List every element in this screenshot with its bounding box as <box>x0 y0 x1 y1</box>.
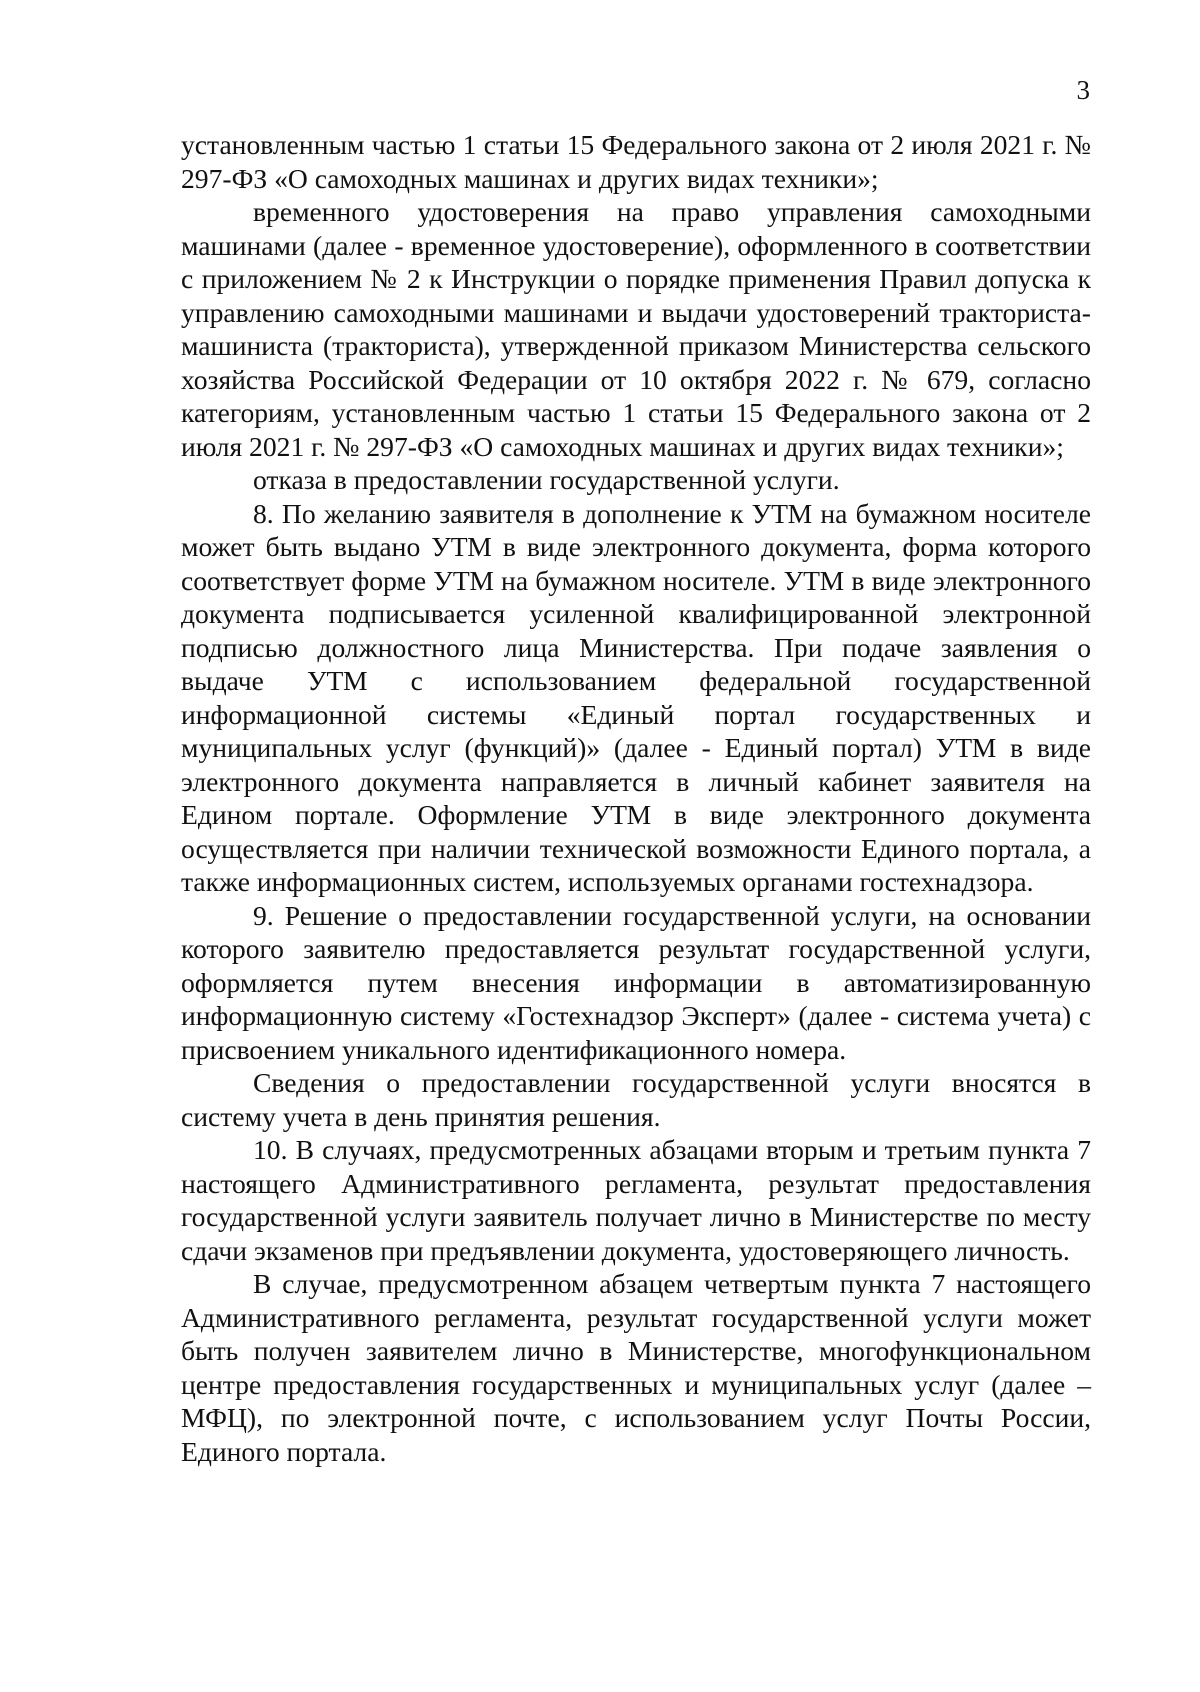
paragraph-3: отказа в предоставлении государственной услуги. <box>253 464 840 495</box>
paragraph-4: 8. По желанию заявителя в дополнение к УТМ на бумажном носителе может быть выдано УТМ в виде электронного документа, форма которого соответствует форме УТМ на бумажном носителе. УТМ в виде электронного документа подписывается усиленной квалифицированной электронной подписью должностного лица Министерства. При подаче заявления о выдаче УТМ с использованием федеральной государственной информационной системы «Единый портал государственных и муниципальных услуг (функций)» (далее - Единый портал) УТМ в виде электронного документа направляется в личный кабинет заявителя на Едином портале. Оформление УТМ в виде электронного документа осуществляется при наличии технической возможности Единого портала, а также информационных систем, используемых органами гостехнадзора. <box>181 497 1091 897</box>
paragraph-5: 9. Решение о предоставлении государственной услуги, на основании которого заявителю предоставляется результат государственной услуги, оформляется путем внесения информации в автоматизированную информационную систему «Гостехнадзор Эксперт» (далее - система учета) с присвоением уникального идентификационного номера. <box>181 899 1091 1065</box>
paragraph-1: установленным частью 1 статьи 15 Федерального закона от 2 июля 2021 г. № 297-ФЗ «О самоходных машинах и других видах техники»; <box>181 129 1091 194</box>
page-number: 3 <box>1076 75 1090 105</box>
paragraph-2: временного удостоверения на право управления самоходными машинами (далее - временное удостоверение), оформленного в соответствии с приложением № 2 к Инструкции о порядке применения Правил допуска к управлению самоходными машинами и выдачи удостоверений тракториста-машиниста (тракториста), утвержденной приказом Министерства сельского хозяйства Российской Федерации от 10 октября 2022 г. № 679, согласно категориям, установленным частью 1 статьи 15 Федерального закона от 2 июля 2021 г. № 297-ФЗ «О самоходных машинах и других видах техники»; <box>181 196 1091 462</box>
paragraph-6: Сведения о предоставлении государственной услуги вносятся в систему учета в день принятия решения. <box>181 1067 1091 1132</box>
paragraph-8: В случае, предусмотренном абзацем четвертым пункта 7 настоящего Административного регламента, результат государственной услуги может быть получен заявителем лично в Министерстве, многофункциональном центре предоставления государственных и муниципальных услуг (далее – МФЦ), по электронной почте, с использованием услуг Почты России, Единого портала. <box>181 1268 1091 1467</box>
paragraph-7: 10. В случаях, предусмотренных абзацами вторым и третьим пункта 7 настоящего Административного регламента, результат предоставления государственной услуги заявитель получает лично в Министерстве по месту сдачи экзаменов при предъявлении документа, удостоверяющего личность. <box>181 1134 1091 1266</box>
document-body <box>181 128 1091 1468</box>
